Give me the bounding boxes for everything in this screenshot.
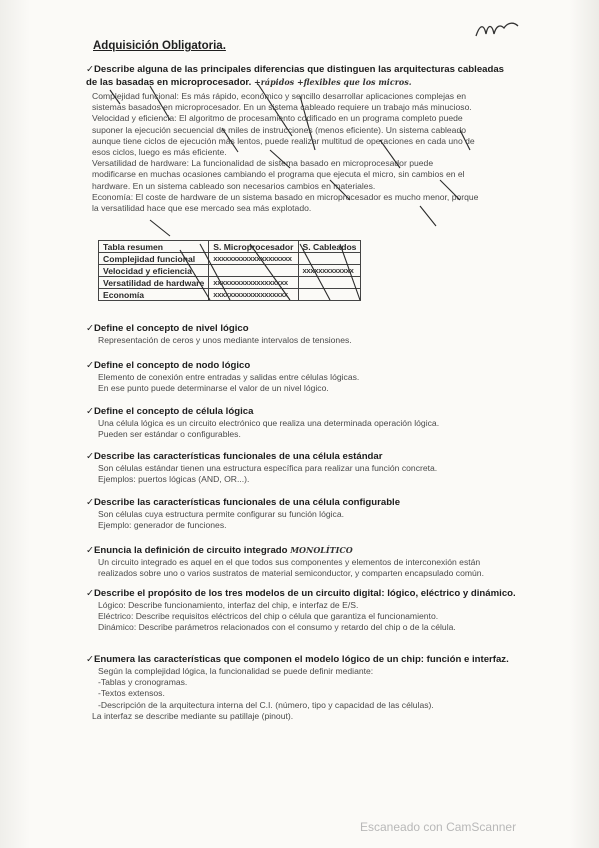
answer-line: hardware. En un sistema cableado son necesarios cambios en materiales. (92, 180, 376, 191)
summary-table (98, 240, 361, 301)
question-text: ✓Enumera las características que componen el modelo lógico de un chip: función e interfaz. (86, 654, 509, 665)
question-text: ✓Describe el propósito de los tres modelos de un circuito digital: lógico, eléctrico y dinámico. (86, 588, 516, 599)
answer-line: En ese punto puede determinarse el valor de un nivel lógico. (98, 383, 329, 394)
answer-line: -Tablas y cronogramas. (98, 677, 188, 688)
scanner-watermark: Escaneado con CamScanner (360, 820, 517, 834)
table-cell (298, 277, 361, 289)
answer-line: realizados sobre uno o varios sustratos de material semiconductor, y comparten encapsulado común. (98, 568, 484, 579)
answer-line: Son células estándar tienen una estructura específica para realizar una función concreta. (98, 463, 438, 473)
question-text: ✓Describe alguna de las principales diferencias que distinguen las arquitecturas cableadas de las basadas en microprocesador. +rápidos +flexibles que los micros. (86, 64, 505, 88)
question-tres-modelos (86, 588, 536, 634)
answer-line: Elemento de conexión entre entradas y salidas entre células lógicas. (98, 372, 360, 382)
answer-line: Ejemplos: puertos lógicas (AND, OR...). (98, 474, 250, 485)
table-cell (298, 289, 361, 301)
answer-line: Economía: El coste de hardware de un sistema basado en microprocesador es mucho menor, porque (92, 191, 479, 202)
table-cell (298, 253, 361, 265)
table-header-cell: S. Cableados (298, 241, 361, 253)
answer-line: suponer la ejecución secuencial de miles de instrucciones (menos eficiente). Un sistema cableado (92, 124, 467, 135)
table-header-row (99, 241, 361, 253)
handwritten-signature (474, 18, 520, 42)
answer-line: Lógico: Describe funcionamiento, interfaz del chip, e interfaz de E/S. (98, 600, 359, 610)
answer-line: Según la complejidad lógica, la funcionalidad se puede definir mediante: (98, 666, 374, 676)
table-cell: Economía (99, 289, 209, 301)
question-celula-estandar (86, 451, 526, 485)
page-title: Adquisición Obligatoria. (93, 40, 226, 52)
answer-line: La interfaz se describe mediante su patillaje (pinout). (92, 710, 294, 721)
table-cell (209, 265, 298, 277)
answer-line: Dinámico: Describe parámetros relacionados con el consumo y retardo del chip o de la célula. (98, 622, 456, 633)
answer-line: esos ciclos, luego es más eficiente. (92, 147, 227, 158)
table-header-cell: Tabla resumen (99, 241, 209, 253)
question-text: ✓Enuncia la definición de circuito integrado MONOLÍTICO (86, 545, 353, 556)
table-row (99, 253, 361, 265)
question-celula-configurable (86, 497, 526, 531)
answer-line: Son células cuya estructura permite configurar su función lógica. (98, 509, 345, 519)
question-architectures (86, 64, 506, 214)
table-cell: xxxxxxxxxxxxx (298, 265, 361, 277)
answer-line: Eléctrico: Describe requisitos eléctricos del chip o célula que garantiza el funcionamiento. (98, 611, 439, 622)
answer-line: -Textos extensos. (98, 688, 165, 699)
question-modelo-logico (86, 654, 536, 722)
question-text: ✓Define el concepto de nodo lógico (86, 360, 251, 371)
answer-line: Versatilidad de hardware: La funcionalidad de sistema basado en microprocesador puede (92, 158, 434, 169)
answer-line: Una célula lógica es un circuito electrónico que realiza una determinada operación lógica. (98, 418, 440, 428)
table-cell: Versatilidad de hardware (99, 277, 209, 289)
question-circuito-integrado (86, 544, 536, 579)
answer-line: sistemas basados en microprocesador. En un sistema cableado requiere un trabajo más minucioso. (92, 102, 472, 113)
question-celula-logica (86, 406, 526, 440)
table-cell: xxxxxxxxxxxxxxxxxxx (209, 277, 298, 289)
answer-line: la versatilidad hace que ese mercado sea más explotado. (92, 203, 312, 214)
table-cell: xxxxxxxxxxxxxxxxxxx (209, 289, 298, 301)
question-nivel-logico (86, 323, 526, 346)
answer-line: Ejemplo: generador de funciones. (98, 520, 227, 531)
question-nodo-logico (86, 360, 526, 394)
answer-line: Un circuito integrado es aquel en el que todos sus componentes y elementos de interconexión están (98, 557, 481, 567)
answer-line: -Descripción de la arquitectura interna del C.I. (número, tipo y capacidad de las células). (98, 699, 434, 710)
answer-line: Velocidad y eficiencia: El algoritmo de procesamiento codificado en un programa completo puede (92, 113, 463, 124)
handwritten-note: +rápidos +flexibles que los micros. (253, 77, 412, 87)
table-row (99, 277, 361, 289)
table-row (99, 289, 361, 301)
answer-line: Pueden ser estándar o configurables. (98, 429, 241, 440)
question-text: ✓Describe las características funcionales de una célula estándar (86, 451, 383, 462)
answer-line: modificarse en muchas ocasiones cambiando el programa que ejecuta el micro, sin cambios en el (92, 169, 465, 180)
question-text: ✓Define el concepto de célula lógica (86, 406, 254, 417)
table-header-cell: S. Microprocesador (209, 241, 298, 253)
answer-line: Complejidad funcional: Es más rápido, económico y sencillo desarrollar aplicaciones complejas en (92, 91, 467, 101)
handwritten-note: MONOLÍTICO (290, 545, 353, 555)
table-cell: xxxxxxxxxxxxxxxxxxxx (209, 253, 298, 265)
answer-line: Representación de ceros y unos mediante intervalos de tensiones. (98, 335, 352, 345)
table-row (99, 265, 361, 277)
question-text: ✓Define el concepto de nivel lógico (86, 323, 249, 334)
table-cell: Velocidad y eficiencia (99, 265, 209, 277)
table-cell: Complejidad funcional (99, 253, 209, 265)
answer-line: aunque tiene ciclos de ejecución más lentos, puede realizar multitud de operaciones en cada uno de (92, 135, 475, 146)
question-text: ✓Describe las características funcionales de una célula configurable (86, 497, 401, 508)
